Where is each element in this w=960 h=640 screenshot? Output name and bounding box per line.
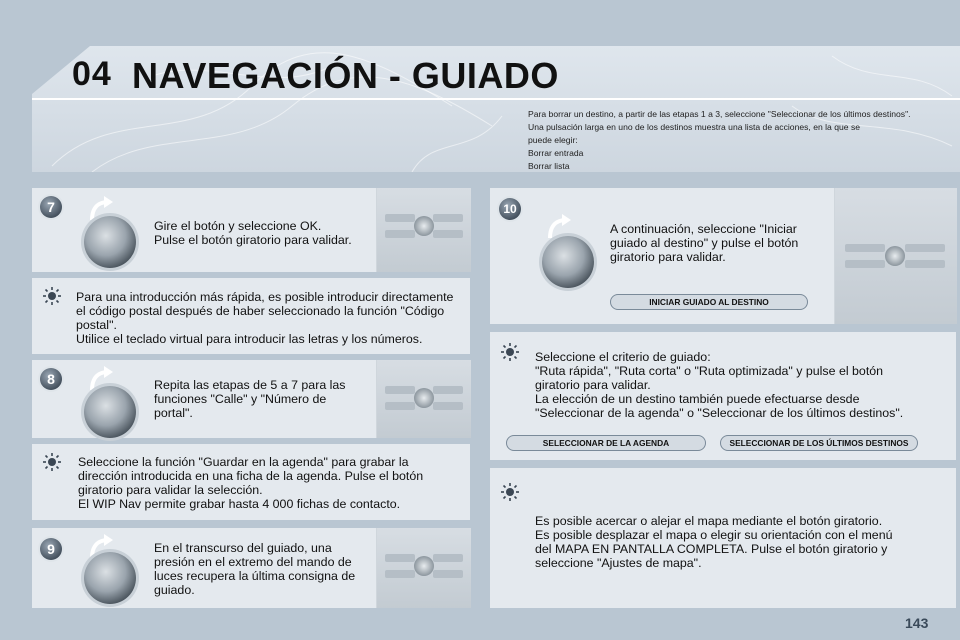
tip-sun-icon	[500, 342, 520, 362]
step-8-text: Repita las etapas de 5 a 7 para las funciones "Calle" y "Número de portal".	[154, 378, 346, 420]
tip-2-text: Seleccione la función "Guardar en la agenda" para grabar la dirección introducida en una ficha de la agenda. Pulse el botón giratorio para validar la selección. El WIP Nav permite grabar hasta 4 000 fichas de contacto.	[78, 455, 424, 511]
step-10-text: A continuación, seleccione "Iniciar guiado al destino" y pulse el botón giratorio para validar.	[610, 222, 799, 264]
step-7-text: Gire el botón y seleccione OK. Pulse el botón giratorio para validar.	[154, 219, 352, 247]
step-8-badge: 8	[40, 368, 62, 390]
radio-panel-image	[376, 528, 471, 608]
step-7-badge: 7	[40, 196, 62, 218]
chapter-number: 04	[72, 55, 112, 93]
step-9-text: En el transcurso del guiado, una presión en el extremo del mando de luces recupera la última consigna de guiado.	[154, 541, 356, 597]
radio-panel-image	[834, 188, 957, 324]
intro-line: Una pulsación larga en uno de los destinos muestra una lista de acciones, en la que se	[528, 122, 861, 132]
intro-line: puede elegir:	[528, 135, 578, 145]
page-title: NAVEGACIÓN - GUIADO	[132, 55, 559, 96]
intro-line: Para borrar un destino, a partir de las etapas 1 a 3, seleccione "Seleccionar de los últimos destinos".	[528, 109, 911, 119]
intro-line: Borrar entrada	[528, 148, 584, 158]
rotary-knob-icon	[542, 236, 594, 288]
rotary-knob-icon	[84, 552, 136, 604]
start-guidance-button[interactable]: INICIAR GUIADO AL DESTINO	[610, 294, 808, 310]
intro-line: Borrar lista	[528, 161, 570, 171]
tip-3-text: Seleccione el criterio de guiado: "Ruta rápida", "Ruta corta" o "Ruta optimizada" y pulse el botón giratorio para validar. La elección de un destino también puede efectuarse desde "Seleccionar de la agenda" o "Seleccionar de los últimos destinos".	[535, 350, 904, 420]
intro-note	[528, 108, 938, 173]
tip-4-text: Es posible acercar o alejar el mapa mediante el botón giratorio. Es posible desplazar el mapa o elegir su orientación con el menú del MAPA EN PANTALLA COMPLETA. Pulse el botón giratorio y seleccione "Ajustes de mapa".	[535, 514, 893, 570]
step-10-badge: 10	[499, 198, 521, 220]
step-9-badge: 9	[40, 538, 62, 560]
rotary-knob-icon	[84, 386, 136, 438]
radio-panel-image	[376, 360, 471, 438]
title-rule	[32, 98, 960, 100]
tip-sun-icon	[42, 452, 62, 472]
radio-panel-image	[376, 188, 471, 272]
select-from-recent-destinations-button[interactable]: SELECCIONAR DE LOS ÚLTIMOS DESTINOS	[720, 435, 918, 451]
tip-sun-icon	[42, 286, 62, 306]
page-number: 143	[905, 615, 929, 631]
select-from-agenda-button[interactable]: SELECCIONAR DE LA AGENDA	[506, 435, 706, 451]
tip-1-text: Para una introducción más rápida, es posible introducir directamente el código postal después de haber seleccionado la función "Código postal". Utilice el teclado virtual para introducir las letras y los números.	[76, 290, 454, 346]
tip-sun-icon	[500, 482, 520, 502]
rotary-knob-icon	[84, 216, 136, 268]
